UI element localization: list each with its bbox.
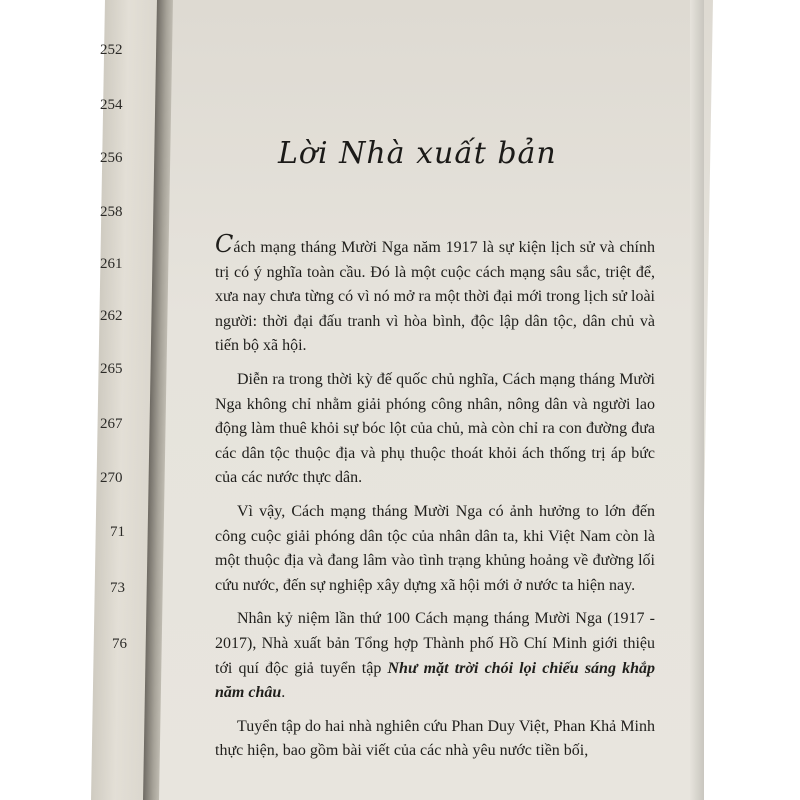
page-number: 254 (100, 97, 123, 113)
paragraph: Tuyển tập do hai nhà nghiên cứu Phan Duy Việt, Phan Khả Minh thực hiện, bao gồm bài viết của các nhà yêu nước tiền bối, (215, 717, 655, 760)
paragraph (215, 607, 655, 705)
page-number: 270 (100, 470, 123, 486)
drop-cap: C (215, 230, 234, 258)
page-number: 76 (112, 636, 127, 652)
book-title: Như mặt trời chói lọi chiếu sáng khắp năm châu (215, 659, 656, 702)
paragraph: Diễn ra trong thời kỳ đế quốc chủ nghĩa, Cách mạng tháng Mười Nga không chỉ nhằm giải phóng công nhân, nông dân và người lao động làm thuê khỏi sự bóc lột của chủ, mà còn chỉ ra con đường đưa các dân tộc thuộc địa và phụ thuộc thoát khỏi ách thống trị áp bức của các nước thực dân. (215, 370, 655, 487)
page-number: 256 (100, 150, 123, 166)
paragraph (215, 232, 655, 359)
page-heading: Lời Nhà xuất bản (278, 136, 557, 171)
paragraph: Vì vậy, Cách mạng tháng Mười Nga có ảnh hưởng to lớn đến công cuộc giải phóng dân tộc của nhân dân ta, khi Việt Nam còn là một thuộc địa và đang lâm vào tình trạng khủng hoảng về đường lối cứu nước, đến sự nghiệp xây dựng xã hội mới ở nước ta hiện nay. (215, 502, 655, 594)
page-number: 267 (100, 416, 123, 432)
page-number: 252 (100, 42, 123, 58)
page-number: 258 (100, 204, 123, 220)
page-edge (690, 0, 704, 800)
page-number: 73 (110, 580, 125, 596)
page-number: 261 (100, 256, 123, 272)
page-number: 265 (100, 361, 123, 377)
show-through-text (190, 0, 670, 108)
paragraph-text: Nhân kỷ niệm lần thứ 100 Cách mạng tháng Mười Nga (1917 - 2017), Nhà xuất bản Tổng hợp Thành phố Hồ Chí Minh giới thiệu tới quí độc giả tuyển tập (215, 610, 655, 677)
paragraph-text: . (281, 684, 286, 702)
page-number: 71 (110, 524, 125, 540)
paragraph-text: ách mạng tháng Mười Nga năm 1917 là sự kiện lịch sử và chính trị có ý nghĩa toàn cầu. Đó là một cuộc cách mạng sâu sắc, triệt để, xưa nay chưa từng có vì nó mở ra một thời đại mới trong lịch sử loài người: thời đại đấu tranh vì hòa bình, độc lập dân tộc, dân chủ và tiến bộ xã hội. (215, 239, 655, 355)
page-number: 262 (100, 308, 123, 324)
body-text (215, 232, 655, 773)
